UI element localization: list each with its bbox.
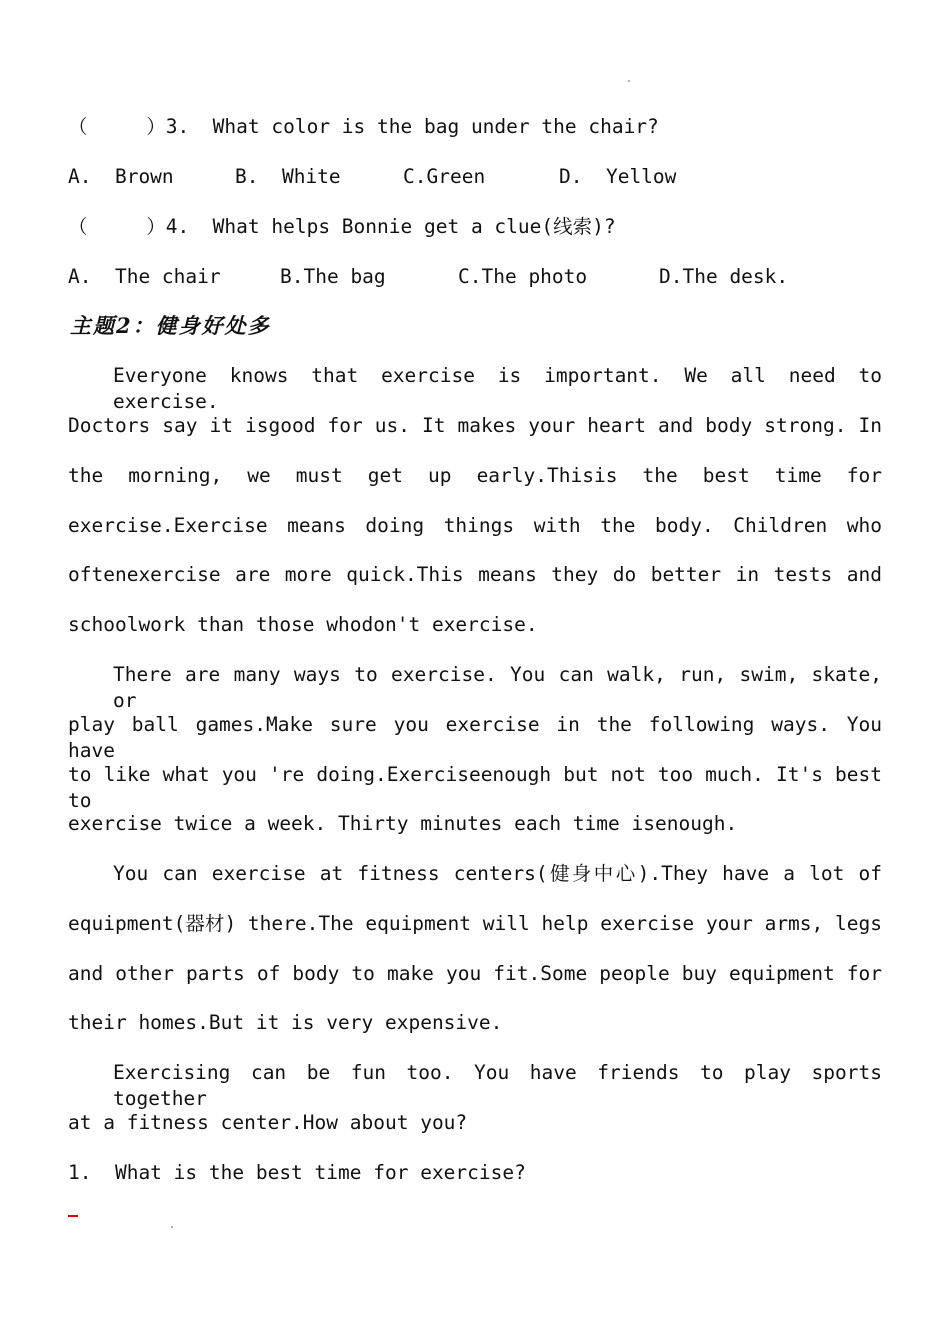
q4-option-c: C.The photo <box>458 265 588 288</box>
passage-line: exercise.Exercise means doing things with the body. Children who <box>68 514 882 537</box>
passage-line: equipment(器材) there.The equipment will help exercise your arms, legs <box>68 912 882 935</box>
passage-line: exercise twice a week. Thirty minutes each time isenough. <box>68 812 738 835</box>
q4-option-a: A. The chair <box>68 265 221 288</box>
question-3 <box>68 114 882 140</box>
passage-line: play ball games.Make sure you exercise in the following ways. You have <box>68 713 882 762</box>
q3-option-b: B. White <box>235 165 341 188</box>
passage-line: schoolwork than those whodon't exercise. <box>68 613 538 636</box>
answer-bracket: （ ） <box>68 215 166 238</box>
question-4 <box>68 214 882 240</box>
passage-line: and other parts of body to make you fit.Some people buy equipment for <box>68 962 882 985</box>
question-1: 1. What is the best time for exercise? <box>68 1161 526 1184</box>
answer-bracket: （ ） <box>68 115 166 138</box>
passage-line: to like what you 're doing.Exerciseenough but not too much. It's best to <box>68 763 882 812</box>
q3-option-d: D. Yellow <box>559 165 677 188</box>
scan-speck <box>628 80 630 82</box>
q4-option-b: B.The bag <box>280 265 386 288</box>
passage-line: their homes.But it is very expensive. <box>68 1011 503 1034</box>
passage-line: There are many ways to exercise. You can walk, run, swim, skate, or <box>113 663 882 712</box>
passage-line: at a fitness center.How about you? <box>68 1111 468 1134</box>
passage-line: You can exercise at fitness centers(健身中心).They have a lot of <box>113 862 882 885</box>
q3-option-c: C.Green <box>403 165 486 188</box>
passage-line: oftenexercise are more quick.This means they do better in tests and <box>68 563 882 586</box>
answer-line-mark <box>68 1215 78 1217</box>
passage-line: Exercising can be fun too. You have friends to play sports together <box>113 1061 882 1110</box>
question-text: 4. What helps Bonnie get a clue(线索)? <box>165 215 616 238</box>
passage-line: Everyone knows that exercise is important. We all need to exercise. <box>113 364 882 413</box>
scan-speck <box>171 1226 173 1228</box>
q3-option-a: A. Brown <box>68 165 174 188</box>
passage-line: the morning, we must get up early.Thisis the best time for <box>68 464 882 487</box>
q4-option-d: D.The desk. <box>659 265 789 288</box>
passage-line: Doctors say it isgood for us. It makes your heart and body strong. In <box>68 414 882 437</box>
question-text: 3. What color is the bag under the chair? <box>165 115 659 138</box>
section-heading: 主题2：健身好处多 <box>70 313 271 338</box>
